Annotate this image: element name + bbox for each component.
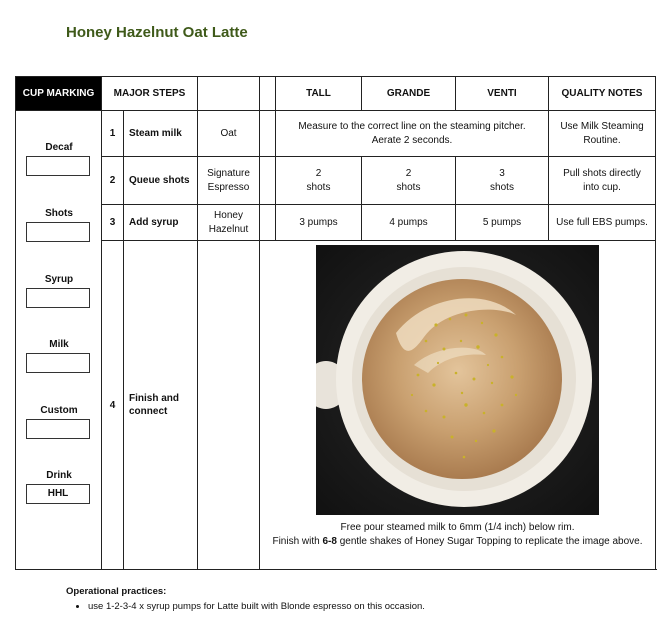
recipe-table: [15, 76, 656, 570]
header-ingredient: [198, 77, 260, 111]
operational-list: [66, 600, 425, 613]
cup-label-syrup: Syrup: [44, 274, 74, 285]
header-spacer: [260, 77, 276, 111]
step-name: Queue shots: [124, 157, 198, 205]
step-quality-note: Use Milk Steaming Routine.: [549, 111, 656, 157]
step-quality-note: Use full EBS pumps.: [549, 205, 656, 241]
step-venti: 5 pumps: [456, 205, 549, 241]
cup-box-syrup: [26, 288, 90, 308]
step-number: 2: [102, 157, 124, 205]
header-venti: VENTI: [456, 77, 549, 111]
operational-title: Operational practices:: [66, 586, 167, 597]
step-grande: [362, 157, 456, 205]
venti-shot-unit: shots: [490, 181, 514, 193]
grande-shot-unit: shots: [396, 181, 421, 193]
header-cup-marking: CUP MARKING: [16, 77, 102, 111]
caption-bold-count: 6-8: [322, 536, 337, 547]
cup-label-milk: Milk: [49, 339, 69, 350]
step-ingredient: Oat: [198, 111, 260, 157]
header-grande: GRANDE: [362, 77, 456, 111]
cup-box-drink: HHL: [26, 484, 90, 504]
finish-caption-line1: Free pour steamed milk to 6mm (1/4 inch) below rim.: [340, 522, 575, 533]
cup-label-custom: Custom: [40, 405, 78, 416]
step-grande: 4 pumps: [362, 205, 456, 241]
header-tall: TALL: [276, 77, 362, 111]
cup-box-shots: [26, 222, 90, 242]
header-major-steps: MAJOR STEPS: [102, 77, 198, 111]
finish-caption: [260, 521, 655, 549]
step-tall: [276, 157, 362, 205]
finish-caption-line2: [260, 535, 655, 549]
step-number: 4: [102, 241, 124, 570]
operational-item: • use 1-2-3-4 x syrup pumps for Latte built with Blonde espresso on this occasion.: [88, 600, 425, 613]
cup-marking-column: [16, 111, 102, 570]
step-number: 3: [102, 205, 124, 241]
step-quality-note: Pull shots directly into cup.: [549, 157, 656, 205]
step-number: 1: [102, 111, 124, 157]
step-finish-cell: [260, 241, 656, 570]
step-ingredient: [198, 241, 260, 570]
cup-label-decaf: Decaf: [45, 142, 73, 153]
step-venti: [456, 157, 549, 205]
step-name: Finish and connect: [124, 241, 198, 570]
step-spacer: [260, 111, 276, 157]
operational-practices: [66, 586, 425, 613]
step-spacer: [260, 157, 276, 205]
step-spacer: [260, 205, 276, 241]
header-quality-notes: QUALITY NOTES: [549, 77, 656, 111]
tall-shot-unit: shots: [306, 181, 331, 193]
caption-after: gentle shakes of Honey Sugar Topping to replicate the image above.: [336, 536, 643, 547]
grande-shot-count: 2: [405, 167, 412, 179]
cup-label-shots: Shots: [45, 208, 73, 219]
page-title: Honey Hazelnut Oat Latte: [66, 24, 248, 41]
step-name: Steam milk: [124, 111, 198, 157]
step-tall: 3 pumps: [276, 205, 362, 241]
cup-box-milk: [26, 353, 90, 373]
cup-box-decaf: [26, 156, 90, 176]
venti-shot-count: 3: [499, 167, 505, 179]
step-span-instruction: Measure to the correct line on the steaming pitcher. Aerate 2 seconds.: [276, 111, 549, 157]
cup-box-custom: [26, 419, 90, 439]
latte-photo: [316, 245, 599, 515]
step-name: Add syrup: [124, 205, 198, 241]
caption-before: Finish with: [272, 536, 323, 547]
tall-shot-count: 2: [315, 167, 322, 179]
step-ingredient: Signature Espresso: [198, 157, 260, 205]
step-ingredient: Honey Hazelnut: [198, 205, 260, 241]
cup-label-drink: Drink: [46, 470, 72, 481]
